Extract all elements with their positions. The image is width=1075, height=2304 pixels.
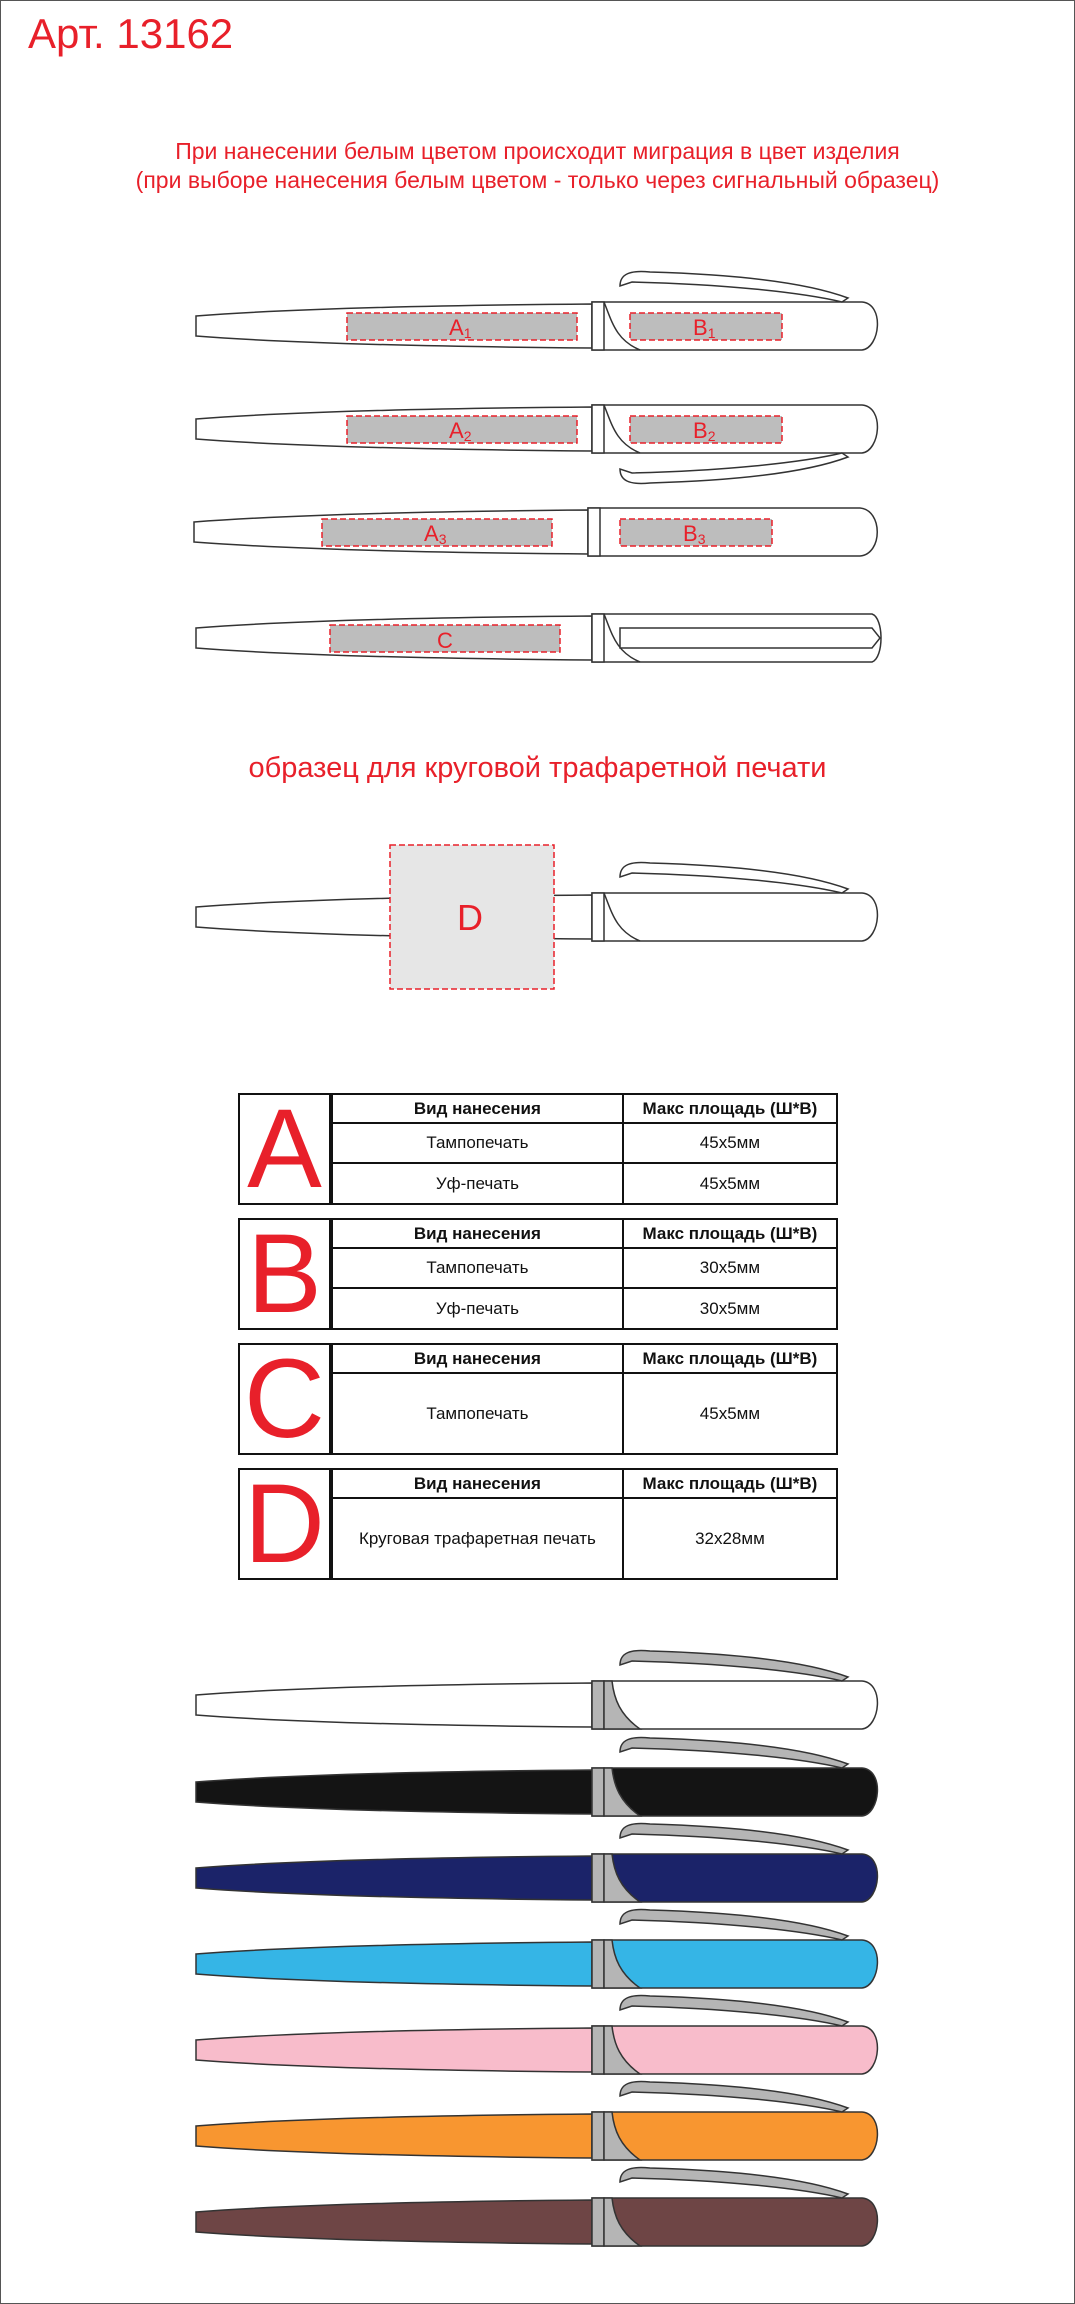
notice-line-1: При нанесении белым цветом происходит миграция в цвет изделия xyxy=(175,138,900,164)
label-b1: B1 xyxy=(693,315,716,341)
cell-method: Тампопечать xyxy=(332,1248,623,1288)
pen-variant-3 xyxy=(196,1824,877,1902)
spec-grid-a xyxy=(331,1093,838,1205)
table-row xyxy=(332,1373,837,1454)
spec-letter-b: B xyxy=(247,1211,322,1336)
table-row xyxy=(332,1288,837,1329)
spec-grid-b xyxy=(331,1218,838,1330)
spec-grid-d xyxy=(331,1468,838,1580)
cell-area: 30х5мм xyxy=(623,1288,837,1329)
pen-variant-4 xyxy=(196,1910,877,1988)
pen-variant-5 xyxy=(196,1996,877,2074)
cell-area: 32х28мм xyxy=(623,1498,837,1579)
cell-area: 45х5мм xyxy=(623,1373,837,1454)
pen-view-3 xyxy=(194,508,877,556)
color-variants xyxy=(196,1651,877,2246)
cell-method: Уф-печать xyxy=(332,1163,623,1204)
table-row xyxy=(332,1498,837,1579)
cell-area: 30х5мм xyxy=(623,1248,837,1288)
col-header-method: Вид нанесения xyxy=(332,1344,623,1373)
col-header-method: Вид нанесения xyxy=(332,1469,623,1498)
label-b3: B3 xyxy=(683,521,706,547)
col-header-area: Макс площадь (Ш*В) xyxy=(623,1094,837,1123)
label-d: D xyxy=(457,897,483,938)
spec-letter-d: D xyxy=(244,1461,325,1586)
table-row xyxy=(332,1123,837,1163)
cell-method: Тампопечать xyxy=(332,1123,623,1163)
spec-letter-box-b xyxy=(238,1211,331,1336)
pen-view-1 xyxy=(196,272,877,350)
label-a3: A3 xyxy=(424,521,447,547)
spec-letter-a: A xyxy=(247,1086,322,1211)
pen-variant-6 xyxy=(196,2082,877,2160)
table-row xyxy=(332,1248,837,1288)
pen-view-4 xyxy=(196,614,881,662)
label-c: C xyxy=(437,628,453,653)
spec-letter-box-a xyxy=(238,1086,331,1211)
label-b2: B2 xyxy=(693,418,716,444)
sample-caption: образец для круговой трафаретной печати xyxy=(248,752,827,784)
cell-method: Уф-печать xyxy=(332,1288,623,1329)
spec-letter-box-d xyxy=(238,1461,331,1586)
label-a1: A1 xyxy=(449,315,472,341)
col-header-area: Макс площадь (Ш*В) xyxy=(623,1344,837,1373)
pen-view-5 xyxy=(196,845,877,989)
label-a2: A2 xyxy=(449,418,472,444)
cell-method: Круговая трафаретная печать xyxy=(332,1498,623,1579)
col-header-method: Вид нанесения xyxy=(332,1219,623,1248)
pen-variant-7 xyxy=(196,2168,877,2246)
cell-area: 45х5мм xyxy=(623,1163,837,1204)
cell-method: Тампопечать xyxy=(332,1373,623,1454)
col-header-method: Вид нанесения xyxy=(332,1094,623,1123)
pen-variant-1 xyxy=(196,1651,877,1729)
cell-area: 45х5мм xyxy=(623,1123,837,1163)
col-header-area: Макс площадь (Ш*В) xyxy=(623,1469,837,1498)
article-title: Арт. 13162 xyxy=(28,10,234,57)
spec-letter-box-c xyxy=(238,1336,331,1461)
notice-line-2: (при выборе нанесения белым цветом - только через сигнальный образец) xyxy=(135,167,940,193)
pen-view-2 xyxy=(196,405,877,483)
spec-grid-c xyxy=(331,1343,838,1455)
spec-letter-c: C xyxy=(244,1336,325,1461)
table-row xyxy=(332,1163,837,1204)
pen-variant-2 xyxy=(196,1738,877,1816)
col-header-area: Макс площадь (Ш*В) xyxy=(623,1219,837,1248)
